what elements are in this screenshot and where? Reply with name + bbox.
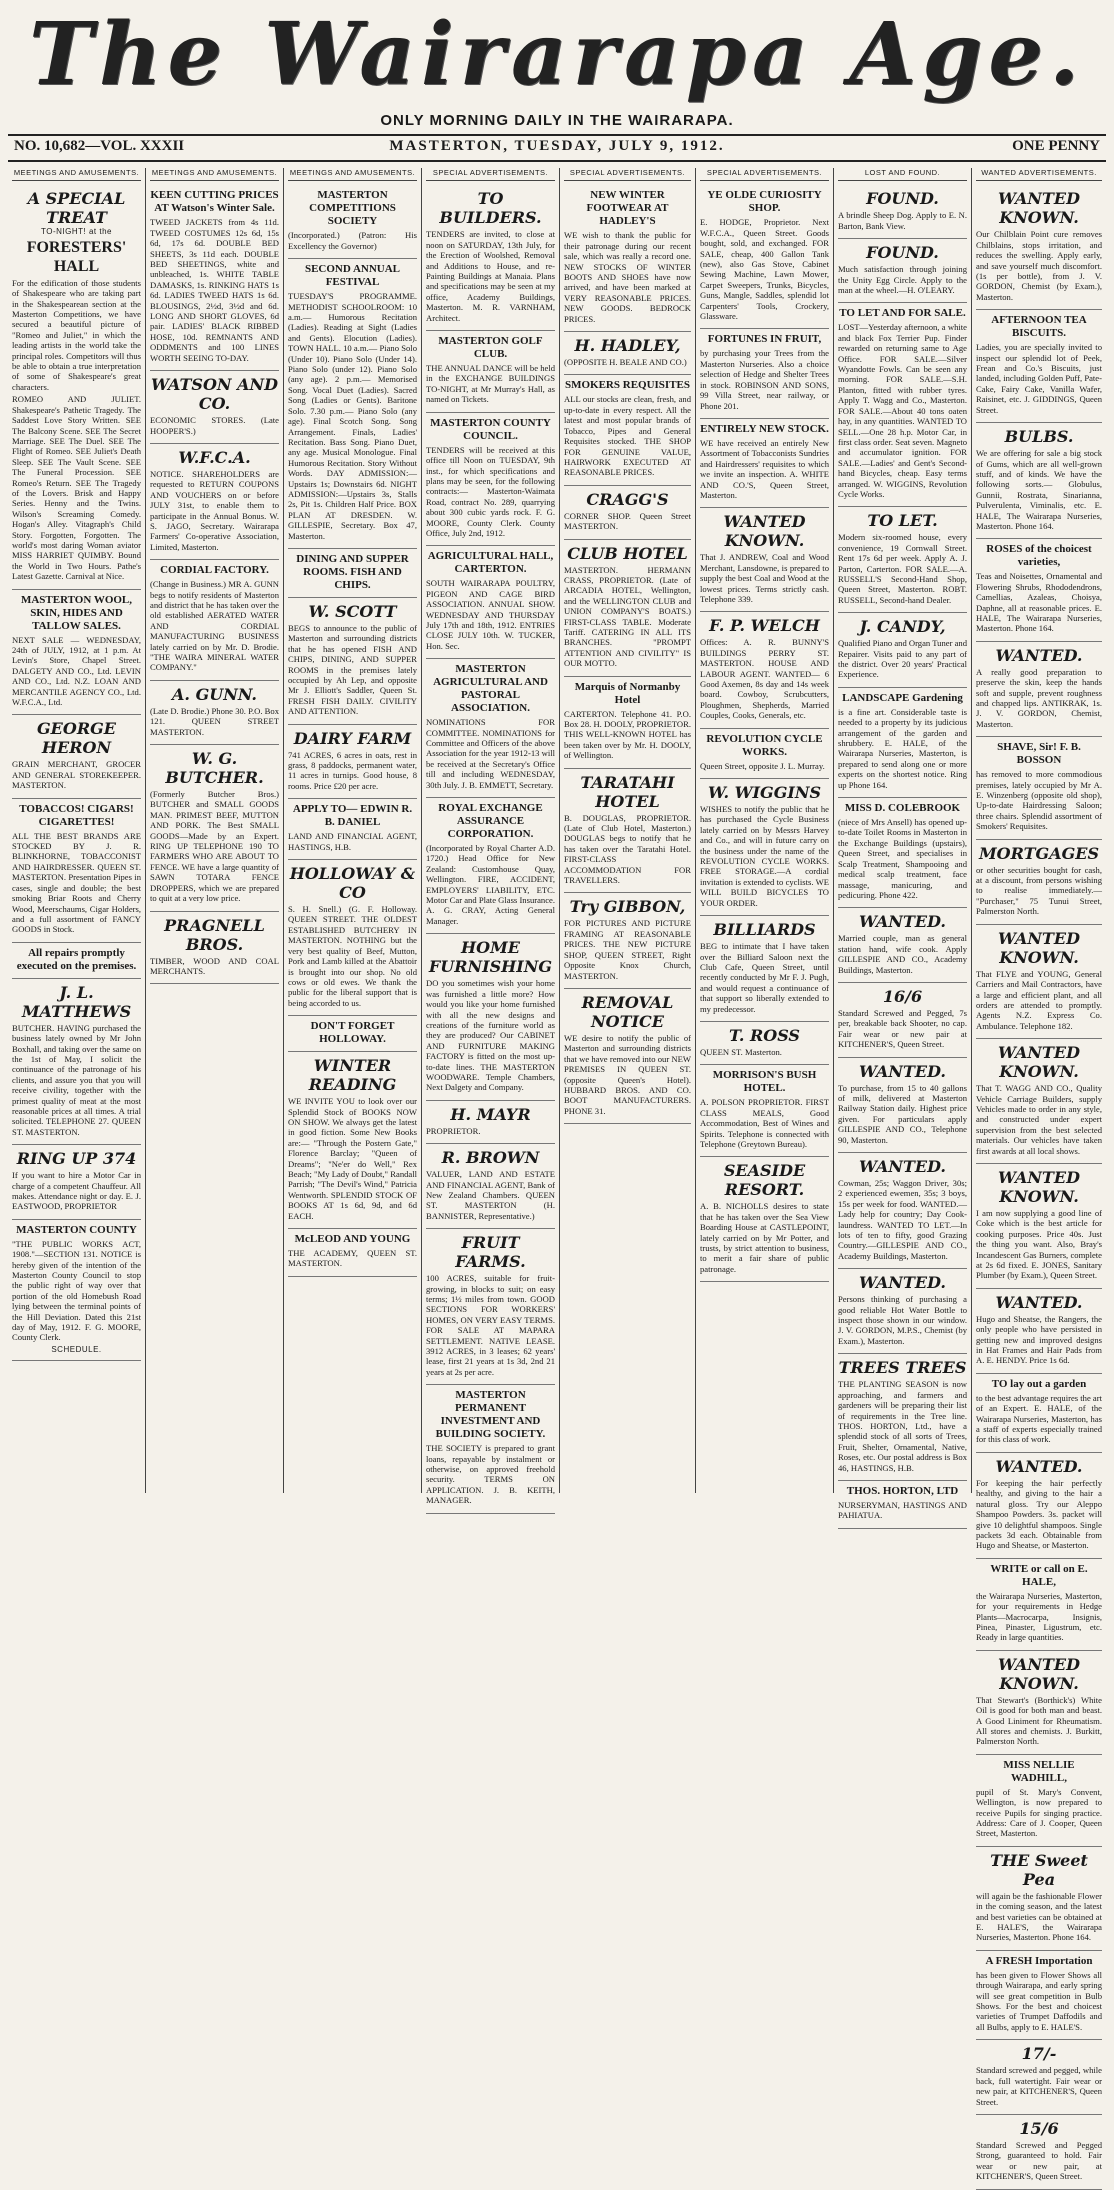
ad-body: A really good preparation to preserve the skin, keep the hands soft and supple, prevent roughness and chapped lips. ANTIKRAK, 1s. J. V. GORDON, Chemist, Masterton. [976,666,1102,729]
ad-title: CLUB HOTEL [567,543,688,563]
dateline [0,138,1114,158]
advertisement [288,549,417,598]
advertisement [426,331,555,413]
advertisement [976,1374,1102,1453]
ad-body: 741 ACRES, 6 acres in oats, rest in grass, 8 paddocks, permanent water, 11 acres in turnips. Good house, 8 rooms. Price £20 per acre. [288,749,417,791]
advertisement [564,989,691,1124]
ad-title: TO LET. [867,511,938,531]
advertisement [838,688,967,798]
ad-body: That Stewart's (Borthick's) White Oil is good for both man and beast. A Good Liniment for Rheumatism. All stores and chemists. J. Burkitt, Palmerston North. [976,1694,1102,1747]
advertisement [288,860,417,1016]
ad-title: TO BUILDERS. [439,189,542,228]
ad-body: ECONOMIC STORES. (Late HOOPER'S.) [150,415,279,436]
ad-body: We are offering for sale a big stock of Gums, which are all well-grown stuff, and of kinds. We have the following sorts.— Globulus, Gunnii, Rostrata, Sinarianna, Pulverulenta, Viminalis, etc. E. HALE, The Wairarapa Nurseries, Masterton. Phone 164. [976,448,1102,531]
ad-body: (niece of Mrs Ansell) has opened up-to-date Toilet Rooms in Masterton in the Exchange Buildings (upstairs), Queen Street, and specialises in Scalp Treatment, Shampooing and medical scalp treatment, face massage, manicuring, and pedicuring. Phone 422. [838,817,967,900]
ad-title: Try GIBBON, [569,897,686,917]
advertisement [700,729,829,779]
columns [8,168,1106,2182]
advertisement [700,508,829,612]
ad-body: has removed to more commodious premises, lately occupied by Mr A. E. Winzenberg (opposite old shop), Up-to-date Hairdressing Saloon; three chairs. Splendid assortment of Smokers' Requisites. [976,769,1102,832]
ad-body: Hugo and Sheatse, the Rangers, the only people who have persisted in getting new and improved designs in Hat Frames and Hair Pads from A. E. HENDY. Price 1s 6d. [976,1313,1102,1366]
column-header: SPECIAL ADVERTISEMENTS. [700,168,829,181]
ad-body: (Late D. Brodie.) Phone 30. P.O. Box 121. QUEEN STREET MASTERTON. [150,705,279,737]
ad-title: ROSES of the choicest varieties, [986,543,1092,569]
ad-title: WANTED. [995,1456,1083,1476]
ad-title: REMOVAL NOTICE [581,992,674,1031]
ad-body: by purchasing your Trees from the Masterton Nurseries. Also a choice selection of Hedge and Shelter Trees in stock. ROBINSON AND SONS, 99 Villa Street, near railway, or Phone 201. [700,348,829,411]
ad-title: A. GUNN. [172,684,257,704]
advertisement [426,659,555,798]
ad-title: ENTIRELY NEW STOCK. [700,422,829,435]
ad-body: the Wairarapa Nurseries, Masterton, for your requirements in Hedge Plants—Macrocarpa, Insignis, Pinea, Pinaster, Ligustrum, etc. Ready in large quantities. [976,1590,1102,1643]
ad-title: BULBS. [1004,427,1074,447]
advertisement [288,799,417,860]
ad-title: A SPECIAL TREAT [27,189,126,228]
ad-title: WANTED KNOWN. [998,1654,1080,1693]
ad-body: PROPRIETOR. [426,1125,481,1136]
advertisement [700,185,829,329]
ad-title: J. CANDY, [859,617,946,637]
advertisement [976,1847,1102,1951]
advertisement [12,590,141,716]
ad-body: pupil of St. Mary's Convent, Wellington, is now prepared to receive Pupils for singing practice. Address: Care of J. Cooper, Queen Street, Masterton. [976,1786,1102,1839]
advertisement [700,1157,829,1282]
advertisement [700,419,829,508]
ad-body: Offices: A. R. BUNNY'S BUILDINGS PERRY ST. MASTERTON. HOUSE AND LABOUR AGENT. WANTED— 6 Good Axemen, 8s day and 14s week board. Cowboy, Scrubcutters, Ploughmen, Shepherds, Married Couples, Cooks, Generals, etc. [700,637,829,721]
ad-body: Standard Screwed and Pegged, 7s per, breakable back Shooter, no cap. Fair wear or new pair at KITCHENER'S, Queen Street. [838,1007,967,1050]
ad-body: CORNER SHOP. Queen Street MASTERTON. [564,510,691,532]
advertisement [564,332,691,375]
advertisement [426,1229,555,1385]
advertisement [700,1022,829,1065]
advertisement [288,1016,417,1052]
advertisement [838,239,967,303]
ad-body: DO you sometimes wish your home was furnished a little more? How would you like your home furnished with all the new designs and creations of the furniture world as they are produced? Our CABINET AND FURNITURE MAKING FACTORY is fitted on the most up-to-date lines. THE MASTERTON WOODWARE. Temple Chambers, Next Dalgety and Company. [426,978,555,1093]
ad-body: If you want to hire a Motor Car in charge of a competent Chauffeur. All makes. Attendance night or day. E. J. EASTWOOD, PROPRIETOR [12,1170,141,1212]
issue-date: MASTERTON, TUESDAY, JULY 9, 1912. [389,138,725,154]
ad-title: MORRISON'S BUSH HOTEL. [712,1069,817,1095]
advertisement [838,185,967,239]
advertisement [288,259,417,549]
advertisement [564,893,691,988]
advertisement [12,1220,141,1361]
advertisement [838,613,967,688]
advertisement [700,329,829,418]
ad-body: For keeping the hair perfectly healthy, and giving to the hair a natural gloss. Try our Aleppo Shampoo Powders. 3s. packet will give 10 delightful shampoos. Single packets 3d each. Obtainable from Hugo and Sheatse, or Masterton. [976,1477,1102,1551]
advertisement [150,681,279,745]
ad-title: TOBACCOS! CIGARS! CIGARETTES! [19,802,134,828]
ad-title: CRAGG'S [586,489,669,509]
ad-title: DON'T FORGET HOLLOWAY. [310,1020,395,1046]
ad-title: MASTERTON GOLF CLUB. [438,335,543,361]
advertisement [976,1164,1102,1289]
advertisement [426,546,555,659]
advertisement [12,979,141,1145]
advertisement [976,1453,1102,1559]
column-6 [696,168,834,1493]
advertisement [838,1153,967,1269]
ad-body: Married couple, man as general station hand, wife cook. Apply GILLESPIE AND CO., Academy Buildings, Masterton. [838,933,967,975]
column-header: MEETINGS AND AMUSEMENTS. [288,168,417,181]
ad-title: F. P. WELCH [709,616,820,636]
advertisement [12,1145,141,1220]
ad-title: REVOLUTION CYCLE WORKS. [706,732,823,758]
advertisement [700,779,829,916]
ad-body: LOST—Yesterday afternoon, a white and black Fox Terrier Pup. Finder rewarded on returning same to Age Office. FOR SALE.—Silver Wyandotte Fowls. Can be seen any morning. FOR SALE.—S.H. Planton, fitted with rubber tyres. Apply T. Wagg and Co., Masterton. FOR SALE.—About 40 tons oaten hay, in any quantities. WANTED TO SELL.—One 28 h.p. Motor Car, in first class order. Seat seven. Magneto and accumulator ignition. FOR SALE.—Ladies' and Gent's Second-hand Bicycles, cheap. Easy terms arranged. W. WIGGINS, Revolution Cycle Works. [838,322,967,499]
ad-title: WANTED KNOWN. [998,928,1080,967]
ad-list: ROMEO AND JULIET. Shakespeare's Pathetic Tragedy. The Saddest Love Story Written. SEE The Balcony Scene. SEE The Secret Marriage. SEE The Duel. SEE The Flight of Romeo. SEE Juliet's Death Sleep. SEE The Vault Scene. SEE The Funeral Procession. SEE Romeo's Return. SEE The Tragedy of the Lovers. Brisk and Happy Series. Henny and the Twins. Wilson's Screaming Comedy. Hogan's Alley. Vitagraph's Child Story. Forgotten, Forgotten. The world's most daring Woman aviator MISS HARRIET QUIMBY. Bound the World in Two Hours. Pathe's Latest Gazette. Carnival at Nice. [12,394,141,582]
advertisement [976,1039,1102,1164]
ad-title: FOUND. [866,189,939,209]
ad-body: THE ANNUAL DANCE will be held in the EXCHANGE BUILDINGS TO-NIGHT, at Mr Murray's Hall, as named on Tickets. [426,363,555,405]
ad-body: A. POLSON PROPRIETOR. FIRST CLASS MEALS, Good Accommodation, Best of Wines and Spirits. Telephone is connected with Telephone (Greytown Bureau). [700,1097,829,1149]
ad-body: That J. ANDREW, Coal and Wood Merchant, Lansdowne, is prepared to supply the best Coal and Wood at the lowest prices. Terms strictly cash. Telephone 339. [700,552,829,604]
advertisement [12,715,141,798]
ad-title: WANTED KNOWN. [998,189,1080,228]
advertisement [426,1144,555,1229]
column-header: MEETINGS AND AMUSEMENTS. [150,168,279,181]
ad-title: TARATAHI HOTEL [580,772,675,811]
advertisement [426,1385,555,1513]
ad-title: MASTERTON WOOL, SKIN, HIDES AND TALLOW SALES. [20,593,133,632]
ad-title: SEASIDE RESORT. [723,1161,806,1200]
ad-title: SECOND ANNUAL FESTIVAL [304,263,401,289]
advertisement [564,540,691,677]
ad-title: THE Sweet Pea [990,1850,1088,1889]
advertisement [12,799,141,943]
ad-body: (Change in Business.) MR A. GUNN begs to notify residents of Masterton and district that he has taken over the old established AERATED WATER AND CORDIAL MANUFACTURING BUSINESS lately carried on by Mr. D. Brodie. "THE WAIRA MINERAL WATER COMPANY." [150,579,279,673]
ad-body: Cowman, 25s; Waggon Driver, 30s; 2 experienced ewemen, 35s; 3 boys, 15s per week for food. WANTED.—Lady help for country; Day Cook-laundress. WANTED TO LET.—In lots of ten to fifty, good Grazing Country.—GILLESPIE AND CO., Academy Buildings, Masterton. [838,1178,967,1261]
ad-title: 15/6 [1019,2118,1059,2138]
ad-body: That FLYE and YOUNG, General Carriers and Mail Contractors, have a large and efficient plant, and all orders are attended to promptly. Agents N.Z. Express Co. Ambulance. Telephone 182. [976,968,1102,1031]
ad-title: DINING AND SUPPER ROOMS. FISH AND CHIPS. [296,552,409,591]
ad-body: WE desire to notify the public of Masterton and surrounding districts that we have removed into our NEW PREMISES IN QUEEN ST. (opposite Queen's Hotel). HUBBARD BROS. AND CO. BOOT MANUFACTURERS. PHONE 31. [564,1032,691,1116]
ad-body: has been given to Flower Shows all through Wairarapa, and early spring will see great competition in Bulb Shows. For the best and choicest varieties of Trumpet Daffodils and all Bulbs, apply to E. HALE'S. [976,1969,1102,2032]
advertisement [700,612,829,728]
ad-body: VALUER, LAND AND ESTATE AND FINANCIAL AGENT, Bank of New Zealand Chambers. QUEEN ST. MASTERTON (H. BANNISTER, Representative.) [426,1169,555,1221]
advertisement [426,413,555,547]
ad-body: is a fine art. Considerable taste is needed to a property by its judicious arrangement of the garden and shrubbery. E. HALE, of the Wairarapa Nurseries, Masterton, is prepared to send along one or more experts on the shortest notice. Ring up Phone 164. [838,706,967,790]
ad-title: W. SCOTT [308,601,397,621]
ad-title: T. ROSS [729,1025,800,1045]
ad-title: SHAVE, Sir! F. B. BOSSON [997,741,1081,767]
ad-title: TO lay out a garden [991,1377,1087,1390]
advertisement [12,943,141,979]
ad-body: GRAIN MERCHANT, GROCER AND GENERAL STOREKEEPER. MASTERTON. [12,759,141,791]
ad-title: RING UP 374 [16,1149,137,1169]
ad-body: WE wish to thank the public for their patronage during our recent sale, which was really a record one. NEW STOCKS OF WINTER BOOTS AND SHOES have now arrived, and have been marked at VERY REASONABLE PRICES. NEW GOODS. BEDROCK PRICES. [564,230,691,324]
advertisement [150,185,279,371]
column-2 [146,168,284,1493]
ad-title: YE OLDE CURIOSITY SHOP. [707,189,822,215]
advertisement [564,677,691,769]
advertisement [976,1289,1102,1374]
advertisement [838,303,967,507]
column-header: SPECIAL ADVERTISEMENTS. [564,168,691,181]
advertisement [564,375,691,485]
ad-title: KEEN CUTTING PRICES AT Watson's Winter Sale. [150,189,279,215]
ad-body: WE INVITE YOU to look over our Splendid Stock of BOOKS NOW ON SHOW. We always get the latest in good fiction. Some New Books are:— "Through the Postern Gate," Florence Barclay; "Queen of Dreams"; "Ne'er do Well," Rex Beach; "My Lady of Doubt," Randall Parrish; "The Devil's Wind," Patricia Wentworth. SPLENDID STOCK OF BOOKS AT 1s 6d, 9d, and 6d EACH. [288,1096,417,1221]
advertisement [976,2040,1102,2115]
ad-title: W.F.C.A. [178,447,251,467]
advertisement [150,371,279,444]
ad-title: MASTERTON PERMANENT INVESTMENT AND BUILDING SOCIETY. [435,1389,546,1441]
ad-body: That T. WAGG AND CO., Quality Vehicle Carriage Builders, supply Vehicles made to order in any style, and constructed under expert supervision from the best selected materials. Our vehicles have taken first awards at all local shows. [976,1083,1102,1156]
column-1 [8,168,146,1493]
ad-body: TIMBER, WOOD AND COAL MERCHANTS. [150,955,279,976]
ad-title: 16/6 [882,986,923,1006]
ad-title: WANTED. [995,1292,1083,1312]
advertisement [426,798,555,934]
advertisement [976,310,1102,423]
ad-body: MASTERTON. HERMANN CRASS, PROPRIETOR. (Late of ARCADIA HOTEL, Wellington, and the WELLINGTON CLUB and UNION COMPANY'S BOATS.) FIRST-CLASS TABLE. Moderate Tariff. CATERING IN ALL ITS BRANCHES. "PROMPT ATTENTION AND CIVILITY" IS OUR MOTTO. [564,564,691,669]
ad-title: H. MAYR [450,1104,531,1124]
ad-body: BEG to intimate that I have taken over the Billiard Saloon next the Club Cafe, Queen Street, until recently conducted by Mr F. J. Pugh, and would request a continuance of that support so liberally extended to my predecessor. [700,941,829,1014]
ad-title: TREES TREES [838,1358,967,1378]
ad-body: I am now supplying a good line of Coke which is the best article for cooking purposes. Price 40s. Just the thing you want. Also, Bray's Incandescent Gas Burners, complete at 2s 6d fixed. E. JONES, Sanitary Plumber (by Exam.), Queen Street. [976,1207,1102,1281]
ad-body: Queen Street, opposite J. L. Murray. [700,760,825,771]
ad-schedule: SCHEDULE. [51,1344,102,1354]
ad-title: APPLY TO— EDWIN R. B. DANIEL [292,803,413,829]
ad-body: Much satisfaction through joining the Unity Egg Circle. Apply to the man at the wheel.—H. O'LEARY. [838,264,967,296]
ad-body: B. DOUGLAS, PROPRIETOR. (Late of Club Hotel, Masterton.) DOUGLAS begs to notify that he has taken over the Taratahi Hotel. FIRST-CLASS ACCOMMODATION FOR TRAVELLERS. [564,812,691,886]
advertisement [976,539,1102,641]
column-5 [560,168,696,1493]
ad-body: TENDERS will be received at this office till Noon on TUESDAY, 9th inst., for which specifications and plans may be seen, for the following contracts:— Masterton-Waimata Road, contract No. 289, quarrying about 300 cubic yards rock. F. G. MOORE, County Clerk. County Office, July 2nd, 1912. [426,444,555,538]
ad-body: NURSERYMAN, HASTINGS AND PAHIATUA. [838,1499,967,1521]
ad-title: McLEOD AND YOUNG [294,1233,411,1245]
ad-body: A brindle Sheep Dog. Apply to E. N. Barton, Bank View. [838,210,967,231]
advertisement [976,1559,1102,1651]
ad-title: WATSON AND CO. [151,375,278,414]
masthead-title: The Wairarapa Age. [28,4,1086,105]
advertisement [976,423,1102,539]
advertisement [838,1354,967,1481]
ad-title: BILLIARDS [713,920,816,940]
ad-body: (OPPOSITE H. BEALE AND CO.) [564,357,687,368]
ad-body: A. B. NICHOLLS desires to state that he has taken over the Sea View Boarding House at CASTLEPOINT, lately carried on by Mr Potter, and trusts, by strict attention to business, to merit a fair share of public patronage. [700,1201,829,1274]
ad-body: S. H. Snell.) (G. F. Holloway. QUEEN STREET. THE OLDEST ESTABLISHED BUTCHERY IN MASTERTON. NOTHING but the very best quality of Beef, Mutton, Pork and Lamb killed at the Abattoir is brought into our shop. No old cows or old ewes. We thank the public for the liberal support that is being accorded to us. [288,904,417,1008]
ad-title: CORDIAL FACTORY. [160,564,269,577]
column-3 [284,168,422,1493]
ad-body: Qualified Piano and Organ Tuner and Repairer. Visits paid to any part of the district. Over 20 years' Practical Experience. [838,638,967,680]
ad-body: NOTICE. SHAREHOLDERS are requested to RETURN COUPONS AND VOUCHERS on or before JULY 31st, to enable them to participate in the Annual Bonus. W. S. JAGO, Secretary. Wairarapa Farmers' Co-operative Association, Limited, Masterton. [150,468,279,552]
advertisement [564,185,691,332]
ad-title: ROYAL EXCHANGE ASSURANCE CORPORATION. [438,802,543,841]
ad-body: THE SOCIETY is prepared to grant loans, repayable by instalment or otherwise, on approved freehold security. TERMS ON APPLICATION. J. B. KEITH, MANAGER. [426,1443,555,1506]
ad-title: FORTUNES IN FRUIT, [707,333,822,346]
advertisement [838,1058,967,1153]
ad-title: MORTGAGES [978,843,1100,863]
column-header: WANTED ADVERTISEMENTS. [976,168,1102,181]
ad-title: DAIRY FARM [293,728,412,748]
ad-body: E. HODGE, Proprietor. Next W.F.C.A., Queen Street. Goods bought, sold, and exchanged. FOR SALE, cheap, 400 Gallon Tank (new), also Gas Stove, Cabinet Sewing Machine, Lawn Mower, Carpet Sweepers, Trunks, Bicycles, Guns, Mangle, Saddles, splendid lot Carpenters' Tools, Crockery, Glassware. [700,217,829,322]
masthead-tagline: ONLY MORNING DAILY IN THE WAIRARAPA. [380,112,734,129]
ad-title: FRUIT FARMS. [455,1233,526,1272]
ad-title: MASTERTON COMPETITIONS SOCIETY [309,189,396,228]
ad-title: PRAGNELL BROS. [164,915,265,954]
advertisement [288,1229,417,1277]
ad-title: WANTED KNOWN. [998,1043,1080,1082]
ad-body: (Formerly Butcher Bros.) BUTCHER and SMALL GOODS MAN. PRIMEST BEEF, MUTTON AND PORK. The Best SMALL GOODS—Made by an Expert. RING UP TELEPHONE 190 TO FARMERS WHO ARE ABOUT TO FENCE. WE have a large quantity of SAWN TOTARA FENCE DROPPERS, which we are prepared to quit at a very low price. [150,789,279,904]
ad-body: CARTERTON. Telephone 41. P.O. Box 28. H. DOOLY, PROPRIETOR. THIS WELL-KNOWN HOTEL has been taken over by Mr. H. DOOLY, of Wellington. [564,708,691,761]
ad-body: (Incorporated by Royal Charter A.D. 1720.) Head Office for New Zealand: Customhouse Quay, Wellington. FIRE, ACCIDENT, EMPLOYERS' LIABILITY, ETC. Motor Car and Plate Glass Insurance. A. G. CRAY, Acting General Manager. [426,843,555,926]
ad-title: MASTERTON AGRICULTURAL AND PASTORAL ASSOCIATION. [433,663,548,715]
column-4 [422,168,560,1506]
ad-title: MISS NELLIE WADHILL, [1003,1758,1075,1784]
ad-body: TENDERS are invited, to close at noon on SATURDAY, 13th July, for the Erection of Woolshed, Removal and Additions to House, and re-Painting Buildings at Manaia. Plans and specifications may be seen at my office, Academy Buildings, Masterton. M. R. VARNHAM, Architect. [426,229,555,323]
advertisement [838,908,967,983]
advertisement [700,1065,829,1157]
ad-title: WINTER READING [308,1056,397,1095]
ad-body: Standard Screwed and Pegged Strong, guaranteed to hold. Fair wear or new pair, at KITCHENER'S, Queen Street. [976,2139,1102,2182]
masthead-rule [8,134,1106,136]
advertisement [426,185,555,331]
column-header: SPECIAL ADVERTISEMENTS. [426,168,555,181]
ad-title: TO LET AND FOR SALE. [839,307,966,320]
ad-body: LAND AND FINANCIAL AGENT, HASTINGS, H.B. [288,831,417,852]
ad-title: Marquis of Normanby Hotel [574,680,681,706]
ad-body: WE have received an entirely New Assortment of Tobacconists Sundries and Hairdressers' requisites to which we invite an inspection. A. WHITE AND CO.'S, Queen Street, Masterton. [700,437,829,500]
ad-body: BEGS to announce to the public of Masterton and surrounding districts that he has opened FISH AND CHIPS, DINING, AND SUPPER ROOMS in the premises lately occupied by Ah Lep, and opposite Mr J. Elliott's Saddler, Queen St. FRESH FISH DAILY. CIVILITY AND ATTENTION. [288,622,417,717]
ad-body: to the best advantage requires the art of an Expert. E. HALE, of the Wairarapa Nurseries, Masterton, has a staff of experts especially trained for this class of work. [976,1392,1102,1445]
ad-body: "THE PUBLIC WORKS ACT, 1908."—SECTION 131. NOTICE is hereby given of the intention of the Masterton County Council to stop the public right of way over that portion of the old Homebush Road lying between the terminal points of the Hill Deviation. Dated this 21st day of May, 1912. F. G. MOORE, County Clerk. [12,1238,141,1343]
ad-venue: FORESTERS' HALL [26,238,127,275]
ad-title: GEORGE HERON [37,719,116,758]
ad-body: Standard screwed and pegged, while back, full watertight. Fair wear or new pair, at KITCHENER'S, Queen Street. [976,2065,1102,2107]
advertisement [288,1052,417,1229]
advertisement [838,983,967,1058]
ad-body: Our Chilblain Point cure removes Chilblains, stops irritation, and reduces the swelling. Apply early, and save yourself much discomfort. (1s per bottle), from J. V. GORDON, Chemist (by Exam.), Masterton. [976,229,1102,302]
advertisement [838,1481,967,1529]
ad-title: HOLLOWAY & CO [289,864,416,903]
ad-body: To purchase, from 15 to 40 gallons of milk, delivered at Masterton Railway Station daily. Highest price given. For particulars apply GILLESPIE AND CO., Telephone 90, Masterton. [838,1082,967,1145]
advertisement [838,798,967,908]
ad-title: A FRESH Importation [985,1954,1093,1967]
ad-title: W. G. BUTCHER. [165,749,264,788]
advertisement [976,1651,1102,1755]
ad-body: TUESDAY'S PROGRAMME. METHODIST SCHOOLROOM: 10 a.m.— Humorous Recitation (Ladies). Reading at Sight (Ladies and Gents). Elocution (Ladies). TOWN HALL. 10 a.m.— Piano Solo (Under 10). Piano Solo (Under 14). Piano Solo (under 12). Piano Solo (any age). 2 p.m.— Memorised Song. Vocal Duet (Ladies). Sacred Song (Ladies or Gents). Baritone Solo. 7.30 p.m.— Piano Solo (any age). Final Scotch Song. Song Arrangement. Finals, Ladies' Recitation. Bass Song. Piano Duet, any age. Musical Monologue. Final Humorous Recitation. Story Without Words. DAY ADMISSION:—Upstairs 1s; Downstairs 6d. NIGHT ADMISSION:—Upstairs 3s, Stalls 2s, Pit 1s. Children Half Price. BOX PLAN AT DRESDEN. W. GILLESPIE, Secretary. Box 47, Masterton. [288,291,417,541]
ad-title: WANTED. [859,1273,946,1293]
ad-body: TWEED JACKETS from 4s 11d. TWEED COSTUMES 12s 6d, 15s 6d, 17s 6d. DOUBLE BED SHEETS, 3s 11d each. DOUBLE BED SHEETINGS, white and unbleached, 1s. WHITE TABLE DAMASKS, 1s. RINKING HATS 1s 6d. LADIES TWEED HATS 1s 6d. BLOUSINGS, 2½d, 3½d and 6d. LONG AND SHORT GLOVES, 6d pair. LADIES' BLACK RIBBED HOSE, 10d. REMNANTS AND ODDMENTS and 100 LINES WORTH SEEING TO-DAY. [150,217,279,363]
ad-title: HOME FURNISHING [428,938,553,977]
ad-title: WANTED KNOWN. [998,1167,1080,1206]
advertisement [288,725,417,800]
ad-body: FOR PICTURES AND PICTURE FRAMING AT REASONABLE PRICES. THE NEW PICTURE SHOP, QUEEN STREET, Right Opposite Knox Church, MASTERTON. [564,918,691,981]
ad-title: WANTED. [859,1061,946,1081]
ad-body: Persons thinking of purchasing a good reliable Hot Water Bottle to inspect those shown in our window. J. V. GORDON, M.P.S., Chemist (by Exam.), Masterton. [838,1294,967,1346]
ad-title: R. BROWN [441,1148,540,1168]
advertisement [12,185,141,589]
ad-title: NEW WINTER FOOTWEAR AT HADLEY'S [586,189,669,228]
advertisement [426,1101,555,1144]
advertisement [700,916,829,1022]
ad-body: QUEEN ST. Masterton. [700,1046,782,1057]
issue-price: ONE PENNY [1012,138,1100,154]
advertisement [976,185,1102,310]
ad-title: SMOKERS REQUISITES [564,379,690,392]
ad-title: MASTERTON COUNTY [16,1223,137,1236]
ad-body: THE ACADEMY, QUEEN ST. MASTERTON. [288,1248,417,1269]
ad-title: 17/- [1021,2044,1057,2064]
ad-title: MASTERTON COUNTY COUNCIL. [430,416,551,442]
advertisement [976,1755,1102,1847]
ad-title: WRITE or call on E. HALE, [990,1562,1088,1588]
advertisement [150,560,279,681]
ad-title: WANTED. [995,645,1083,665]
ad-body: or other securities bought for cash, at a discount, from persons wishing to realise immediately.— "Purchaser," 75 Tunui Street, Palmerston North. [976,864,1102,917]
advertisement [564,769,691,894]
column-7 [834,168,972,1521]
ad-body: BUTCHER. HAVING purchased the business lately owned by Mr John Boxhall, and taking over the same on the 1st of May, I solicit the continuance of the patronage of his clients, and assure you that you will receive civility, together with the primest quality of meat at the most reasonable prices at all times. A trial solicited. TELEPHONE 27. QUEEN ST. MASTERTON. [12,1022,141,1137]
column-header: LOST AND FOUND. [838,168,967,181]
ad-body: For the edification of those students of Shakespeare who are taking part in the Shakespearean section at the Masterton Competitions, we have secured a beautiful picture of "Romeo and Juliet," in which the leading artists in the world take the principal roles. Competitors will thus be able to obtain a true interpretation of some of Shakespeare's great characters. [12,277,141,392]
advertisement [288,598,417,725]
ad-title: W. WIGGINS [707,783,822,803]
ad-title: THOS. HORTON, LTD [846,1484,959,1497]
ad-title: FOUND. [866,243,939,263]
advertisement [426,934,555,1100]
ad-body: ALL our stocks are clean, fresh, and up-to-date in every respect. All the latest and most popular brands of Tobacco, Pipes and General Requisites stocked. THE SHOP FOR GENUINE VALUE, HAIRWORK EXECUTED AT REASONABLE PRICES. [564,394,691,478]
advertisement [150,912,279,985]
ad-title: AFTERNOON TEA BISCUITS. [991,314,1087,340]
advertisement [976,1951,1102,2040]
advertisement [288,185,417,259]
ad-body: Teas and Noisettes, Ornamental and Flowering Shrubs, Rhododendrons, Camellias, Azaleas, Choisya, Daphne, all at reasonable prices. E. HALE, The Wairarapa Nurseries, Masterton. Phone 164. [976,571,1102,634]
ad-title: LANDSCAPE Gardening [842,691,963,704]
dateline-rule [8,160,1106,162]
column-8 [972,168,1106,2182]
advertisement [976,840,1102,925]
ad-body: NOMINATIONS FOR COMMITTEE. NOMINATIONS for Committee and Officers of the above Association for the year 1912-13 will be received at the Secretary's Office till and including WEDNESDAY, 30th July. J. B. EMMETT, Secretary. [426,717,555,790]
ad-body: NEXT SALE — WEDNESDAY, 24th of JULY, 1912, at 1 p.m. At Levin's Store, Chapel Street. DALGETY AND CO., Ltd. LEVIN AND CO., Ltd. N.Z. LOAN AND MERCANTILE AGENCY CO., Ltd. W.F.C.A., Ltd. [12,634,141,708]
ad-title: MISS D. COLEBROOK [844,802,961,815]
ad-title: WANTED KNOWN. [723,512,806,551]
issue-number: NO. 10,682—VOL. XXXII [14,138,185,154]
advertisement [976,737,1102,839]
ad-lead: TO-NIGHT! at the [41,227,112,237]
ad-body: ALL THE BEST BRANDS ARE STOCKED BY J. R. BLINKHORNE, TOBACCONIST AND HAIRDRESSER. QUEEN ST. MASTERTON. Presentation Pipes in cases, single and double; the best smoking Briar Roots and Cherry Wood, Meerschaums, Cigar Holders, and a full assortment of FANCY GOODS in Stock. [12,830,141,935]
ad-title: All repairs promptly executed on the premises. [16,946,137,972]
ad-title: H. HADLEY, [574,336,681,356]
advertisement [150,745,279,911]
advertisement [564,486,691,540]
ad-body: 100 ACRES, suitable for fruit-growing, in blocks to suit; on easy terms; 1½ miles from town. GOOD SECTIONS FOR WORKERS' HOMES, ON VERY EASY TERMS. FOR SALE AT MAPARA SETTLEMENT. NATIVE LEASE. 3912 ACRES, in 3 leases; 62 years' lease, first 21 years at 1s 3d, 2nd 21 years at 2s per acre. [426,1273,555,1377]
advertisement [976,925,1102,1039]
ad-body: (Incorporated.) (Patron: His Excellency the Governor) [288,230,417,251]
advertisement [976,642,1102,737]
ad-body: THE PLANTING SEASON is now approaching, and farmers and gardeners will be preparing their list of requirements in the Tree line. THOS. HORTON, Ltd., have a splendid stock of all sorts of Trees, Fruit, Shelter, Ornamental, Native, Roses, etc. Our postal address is Box 46, HASTINGS, H.B. [838,1379,967,1473]
ad-body: will again be the fashionable Flower in the coming season, and the latest and best varieties can be obtained at E. HALE'S, the Wairarapa Nurseries, Masterton. Phone 164. [976,1890,1102,1943]
advertisement [150,444,279,560]
advertisement [838,507,967,613]
ad-title: AGRICULTURAL HALL, CARTERTON. [427,550,554,576]
ad-body: SOUTH WAIRARAPA POULTRY, PIGEON AND CAGE BIRD ASSOCIATION. ANNUAL SHOW. WEDNESDAY AND THURSDAY July 17th and 18th, 1912. ENTRIES CLOSE JULY 10th. W. TUCKER, Hon. Sec. [426,578,555,651]
ad-title: WANTED. [859,1157,946,1176]
ad-title: WANTED. [859,912,946,932]
advertisement [976,2115,1102,2190]
advertisement [838,1269,967,1354]
ad-body: Ladies, you are specially invited to inspect our splendid lot of Peek, Frean and Co.'s Biscuits, just landed, including Golden Puff, Pate-Cake, Fairy Cake, Vanilla Wafer, Raisinet, etc. J. GIDDINGS, Queen Street. [976,342,1102,415]
ad-body: Modern six-roomed house, every convenience, 19 Cornwall Street. Rent 17s 6d per week. Apply A. J. Parton, Carterton. FOR SALE.—A. RUSSELL'S Second-Hand Shop, Queen Street, Masterton. ROBT. RUSSELL, Second-hand Dealer. [838,532,967,605]
ad-body: WISHES to notify the public that he has purchased the Cycle Business lately carried on by Messrs Harvey and Co., and will in future carry on the business under the name of the REVOLUTION CYCLE WORKS. FREE STORAGE.—A cordial invitation is extended to cyclists. WE WILL BUILD BICYCLES TO YOUR ORDER. [700,804,829,908]
column-header: MEETINGS AND AMUSEMENTS. [12,168,141,181]
ad-title: J. L. MATTHEWS [21,982,132,1021]
